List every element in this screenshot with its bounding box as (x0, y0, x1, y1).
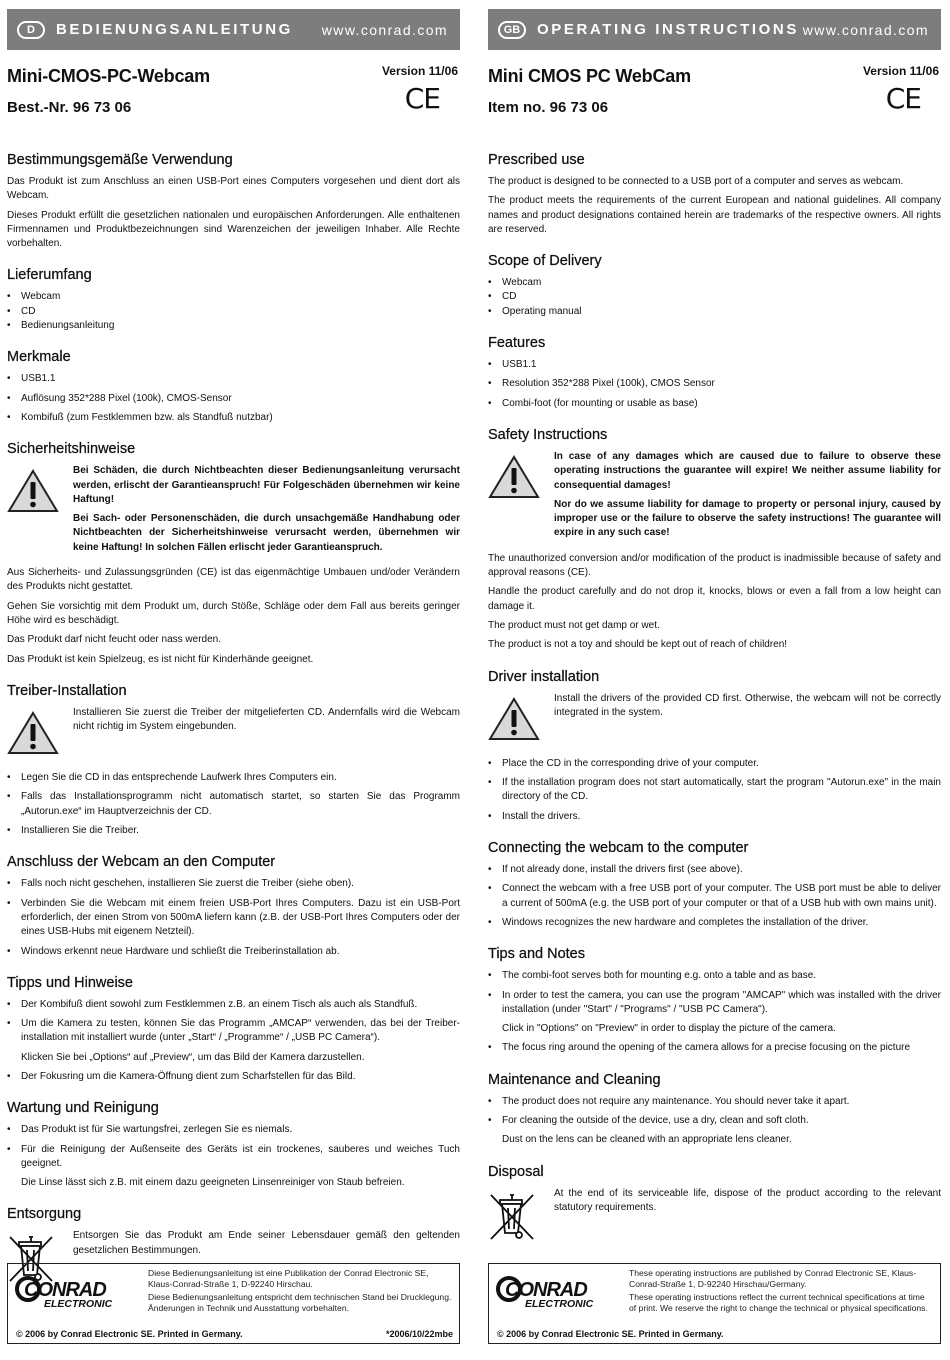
warning-block (488, 450, 941, 546)
features-list (488, 358, 941, 411)
tips-list (7, 998, 460, 1046)
product-title: Mini CMOS PC WebCam (488, 66, 691, 86)
ce-mark-icon: CE (885, 82, 921, 115)
list-item: • The product does not require any maintenance. You should never take it apart. (488, 1095, 941, 1109)
note-text: Install the drivers of the provided CD first. Otherwise, the webcam will not be correctly integrated in the system. (554, 692, 941, 718)
item-number: Item no. 96 73 06 (488, 99, 609, 116)
disposal-text: At the end of its serviceable life, dispose of the product according to the relevant statutory requirements. (554, 1187, 941, 1213)
paragraph: The unauthorized conversion and/or modification of the product is inadmissible because of safety and approval reasons (CE). (488, 552, 941, 579)
connect-steps (488, 863, 941, 930)
section-heading: Prescribed use (488, 152, 585, 168)
paragraph: The product meets the requirements of the current European and national guidelines. All company names and product designations contained herein are trademarks of the respective owners. All rights are reserved. (488, 195, 941, 235)
list-item: • Windows recognizes the new hardware and completes the installation of the driver. (488, 916, 941, 930)
delivery-list (7, 290, 460, 333)
list-item: • Windows erkennt neue Hardware und schließt die Treiberinstallation ab. (7, 945, 460, 959)
product-header (488, 64, 941, 136)
column-german (7, 9, 460, 1354)
section-heading: Scope of Delivery (488, 253, 602, 270)
section-heading: Merkmale (7, 349, 71, 366)
list-item: • Install the drivers. (488, 810, 941, 824)
list-item: • Der Fokusring um die Kamera-Öffnung dient zum Scharfstellen für das Bild. (7, 1070, 460, 1084)
list-item: • Resolution 352*288 Pixel (100k), CMOS Sensor (488, 377, 941, 391)
section-heading: Bestimmungsgemäße Verwendung (7, 152, 233, 168)
list-item: • Das Produkt ist für Sie wartungsfrei, zerlegen Sie es niemals. (7, 1123, 460, 1137)
header-banner (488, 9, 941, 50)
maintenance-list (488, 1095, 941, 1129)
sub-note: Click in "Options" on "Preview" in order to display the picture of the camera. (502, 1023, 836, 1035)
section-heading: Driver installation (488, 668, 600, 685)
paragraph: Aus Sicherheits- und Zulassungsgründen (CE) ist das eigenmächtige Umbauen und/oder Verändern des Produkts nicht gestattet. (7, 567, 460, 593)
list-item: • CD (7, 305, 460, 319)
list-item: • Kombifuß (zum Festklemmen bzw. als Standfuß nutzbar) (7, 411, 460, 425)
section-heading: Anschluss der Webcam an den Computer (7, 854, 276, 871)
list-item: • CD (488, 290, 941, 304)
list-item: • Place the CD in the corresponding drive of your computer. (488, 757, 941, 771)
warning-text: Bei Sach- oder Personenschäden, die durch unsachgemäße Handhabung oder Nichtbeachten der Sicherheitshinweise verursacht werden, übernehmen wir keine Haftung! In solchen Fällen erlischt jeder Garantieanspruch. (73, 513, 460, 553)
imprint-disclaimer: These operating instructions reflect the current technical specifications at time of print. We reserve the right to change the technical or physical specifications. (629, 1291, 928, 1314)
logo-line1: CONRAD (505, 1279, 587, 1301)
paragraph: Handle the product carefully and do not drop it, knocks, blows or even a fall from a low height can damage it. (488, 586, 941, 612)
list-item: • Installieren Sie die Treiber. (7, 824, 460, 838)
banner-title: BEDIENUNGSANLEITUNG (56, 21, 293, 38)
features-list (7, 372, 460, 425)
warning-text: In case of any damages which are caused due to failure to observe these operating instructions the guarantee will expire! We neither assume liability for consequential damages! (554, 450, 941, 491)
driver-note (488, 692, 941, 747)
content (488, 152, 941, 1246)
list-item: • Für die Reinigung der Außenseite des Geräts ist ein trockenes, sauberes und weiches Tuch geeignet. (7, 1143, 460, 1172)
banner-title: OPERATING INSTRUCTIONS (537, 21, 799, 38)
disposal-block (488, 1187, 941, 1246)
list-item: • In order to test the camera, you can use the program "AMCAP" which was installed with the driver installation (under "Start" / "Programs" / "USB PC Camera"). (488, 989, 941, 1018)
section-heading: Disposal (488, 1163, 544, 1180)
copyright-line (497, 1329, 934, 1339)
paragraph: The product is not a toy and should be kept out of reach of children! (488, 639, 788, 651)
imprint-box (488, 1263, 941, 1344)
conrad-logo (495, 1274, 623, 1310)
logo-line2: ELECTRONIC (44, 1298, 113, 1310)
paragraph: Das Produkt ist kein Spielzeug, es ist nicht für Kinderhände geeignet. (7, 653, 314, 665)
delivery-list (488, 276, 941, 319)
warning-triangle-icon (488, 454, 540, 505)
disposal-text: Entsorgen Sie das Produkt am Ende seiner Lebensdauer gemäß den geltenden gesetzlichen Bestimmungen. (73, 1230, 460, 1256)
print-code: *2006/10/22mbe (385, 1329, 453, 1339)
list-item: • Connect the webcam with a free USB port of your computer. The USB port must be able to deliver a current of 500mA (e.g. the USB port of your computer or that of a USB hub with own mains unit). (488, 882, 941, 911)
list-item: • Bedienungsanleitung (7, 319, 460, 333)
section-heading: Tips and Notes (488, 946, 585, 963)
copyright-line (16, 1329, 453, 1339)
warning-text: Bei Schäden, die durch Nichtbeachten dieser Bedienungsanleitung verursacht werden, erlischt der Garantieanspruch! Für Folgeschäden übernehmen wir keine Haftung! (73, 465, 460, 505)
sub-note: Die Linse lässt sich z.B. mit einem dazu geeigneten Linsenreiniger von Staub befreien. (21, 1177, 405, 1189)
warning-triangle-icon (7, 468, 59, 519)
tips-list-cont (7, 1070, 460, 1084)
list-item: • If not already done, install the drivers first (see above). (488, 863, 941, 877)
version-label: Version 11/06 (862, 64, 939, 78)
list-item: • Webcam (488, 276, 941, 290)
list-item: • Combi-foot (for mounting or usable as base) (488, 397, 941, 411)
version-label: Version 11/06 (381, 64, 458, 78)
paragraph: The product is designed to be connected to a USB port of a computer and serves as webcam. (488, 176, 904, 187)
copyright: © 2006 by Conrad Electronic SE. Printed in Germany. (497, 1329, 724, 1339)
list-item: • Webcam (7, 290, 460, 304)
list-item: • Legen Sie die CD in das entsprechende Laufwerk Ihres Computers ein. (7, 771, 460, 785)
conrad-logo (14, 1274, 142, 1310)
section-heading: Features (488, 335, 546, 352)
imprint-publisher: Diese Bedienungsanleitung ist eine Publikation der Conrad Electronic SE, Klaus-Conrad-Straße 1, D-92240 Hirschau. (148, 1268, 429, 1290)
tips-list (488, 969, 941, 1017)
product-title: Mini-CMOS-PC-Webcam (7, 66, 210, 86)
warning-triangle-icon (488, 696, 540, 747)
list-item: • Verbinden Sie die Webcam mit einem freien USB-Port Ihres Computers. Dazu ist ein USB-Port erforderlich, der einen Strom von 500mA liefern kann (z.B. der USB-Port Ihres Computers oder der eines USB-Hubs mit eigenem Netzteil). (7, 897, 460, 940)
list-item: • USB1.1 (488, 358, 941, 372)
imprint-publisher: These operating instructions are published by Conrad Electronic SE, Klaus-Conrad-Straße 1, D-92240 Hirschau/Germany. (629, 1268, 917, 1290)
language-badge: GB (498, 21, 526, 39)
list-item: • Operating manual (488, 305, 941, 319)
maintenance-list (7, 1123, 460, 1171)
section-heading: Safety Instructions (488, 426, 608, 443)
connect-steps (7, 877, 460, 958)
list-item: • Auflösung 352*288 Pixel (100k), CMOS-Sensor (7, 392, 460, 406)
list-item: • The focus ring around the opening of the camera allows for a precise focusing on the picture (488, 1041, 941, 1055)
imprint-text (148, 1268, 453, 1316)
section-heading: Lieferumfang (7, 267, 92, 284)
logo-line1: CONRAD (24, 1279, 106, 1301)
list-item: • Falls noch nicht geschehen, installieren Sie zuerst die Treiber (siehe oben). (7, 877, 460, 891)
list-item: • Um die Kamera zu testen, können Sie das Programm „AMCAP“ verwenden, das bei der Treiberinstallation mit installiert wurde (unter „Start“ / „Programme“ / „USB PC Camera“). (7, 1017, 460, 1046)
sub-note: Dust on the lens can be cleaned with an appropriate lens cleaner. (502, 1134, 792, 1146)
banner-url[interactable]: www.conrad.com (321, 21, 448, 38)
paragraph: Das Produkt ist zum Anschluss an einen USB-Port eines Computers vorgesehen und dient dort als Webcam. (7, 176, 460, 202)
list-item: • The combi-foot serves both for mounting e.g. onto a table and as base. (488, 969, 941, 983)
driver-steps (7, 771, 460, 838)
list-item: • If the installation program does not start automatically, start the program "Autorun.exe" in the main directory of the CD. (488, 776, 941, 805)
warning-block (7, 464, 460, 560)
imprint-box (7, 1263, 460, 1344)
section-heading: Connecting the webcam to the computer (488, 840, 749, 857)
driver-steps (488, 757, 941, 824)
crossed-out-wheelie-bin-icon (488, 1191, 540, 1246)
item-number: Best.-Nr. 96 73 06 (7, 99, 132, 116)
sub-note: Klicken Sie bei „Options“ auf „Preview“, um das Bild der Kamera darzustellen. (21, 1051, 365, 1063)
header-banner (7, 9, 460, 50)
logo-line2: ELECTRONIC (525, 1298, 594, 1310)
list-item: • Falls das Installationsprogramm nicht automatisch startet, so starten Sie das Programm „Autorun.exe“ im Hauptverzeichnis der CD. (7, 790, 460, 819)
warning-text: Nor do we assume liability for damage to property or personal injury, caused by improper use or the failure to observe the safety instructions! The guarantee will expire in any such case! (554, 498, 941, 539)
list-item: • USB1.1 (7, 372, 460, 386)
note-text: Installieren Sie zuerst die Treiber der mitgelieferten CD. Andernfalls wird die Webcam nicht richtig im System eingebunden. (73, 706, 460, 733)
list-item: • Der Kombifuß dient sowohl zum Festklemmen z.B. an einem Tisch als auch als Standfuß. (7, 998, 460, 1012)
section-heading: Tipps und Hinweise (7, 974, 133, 991)
section-heading: Treiber-Installation (7, 682, 127, 699)
section-heading: Wartung und Reinigung (7, 1100, 159, 1117)
section-heading: Maintenance and Cleaning (488, 1071, 661, 1088)
imprint-disclaimer: Diese Bedienungsanleitung entspricht dem technischen Stand bei Drucklegung. Änderungen in Technik und Ausstattung vorbehalten. (148, 1291, 452, 1314)
imprint-text (629, 1268, 934, 1316)
paragraph: Gehen Sie vorsichtig mit dem Produkt um, durch Stöße, Schläge oder dem Fall aus bereits geringer Höhe wird es beschädigt. (7, 600, 460, 626)
section-heading: Entsorgung (7, 1206, 82, 1223)
warning-triangle-icon (7, 710, 59, 761)
banner-url[interactable]: www.conrad.com (802, 21, 929, 38)
paragraph: Das Produkt darf nicht feucht oder nass werden. (7, 634, 222, 646)
tips-list-cont (488, 1041, 941, 1055)
driver-note (7, 706, 460, 761)
ce-mark-icon: CE (404, 82, 440, 115)
column-english (488, 9, 941, 1354)
list-item: • For cleaning the outside of the device, use a dry, clean and soft cloth. (488, 1114, 941, 1128)
paragraph: Dieses Produkt erfüllt die gesetzlichen nationalen und europäischen Anforderungen. Alle enthaltenen Firmennamen und Produktbezeichnungen sind Warenzeichen der jeweiligen Inhaber. Alle Rechte vorbehalten. (7, 209, 460, 250)
copyright: © 2006 by Conrad Electronic SE. Printed in Germany. (16, 1329, 243, 1339)
product-header (7, 64, 460, 136)
section-heading: Sicherheitshinweise (7, 441, 136, 458)
content (7, 152, 460, 1289)
language-badge: D (17, 21, 45, 39)
paragraph: The product must not get damp or wet. (488, 619, 660, 631)
